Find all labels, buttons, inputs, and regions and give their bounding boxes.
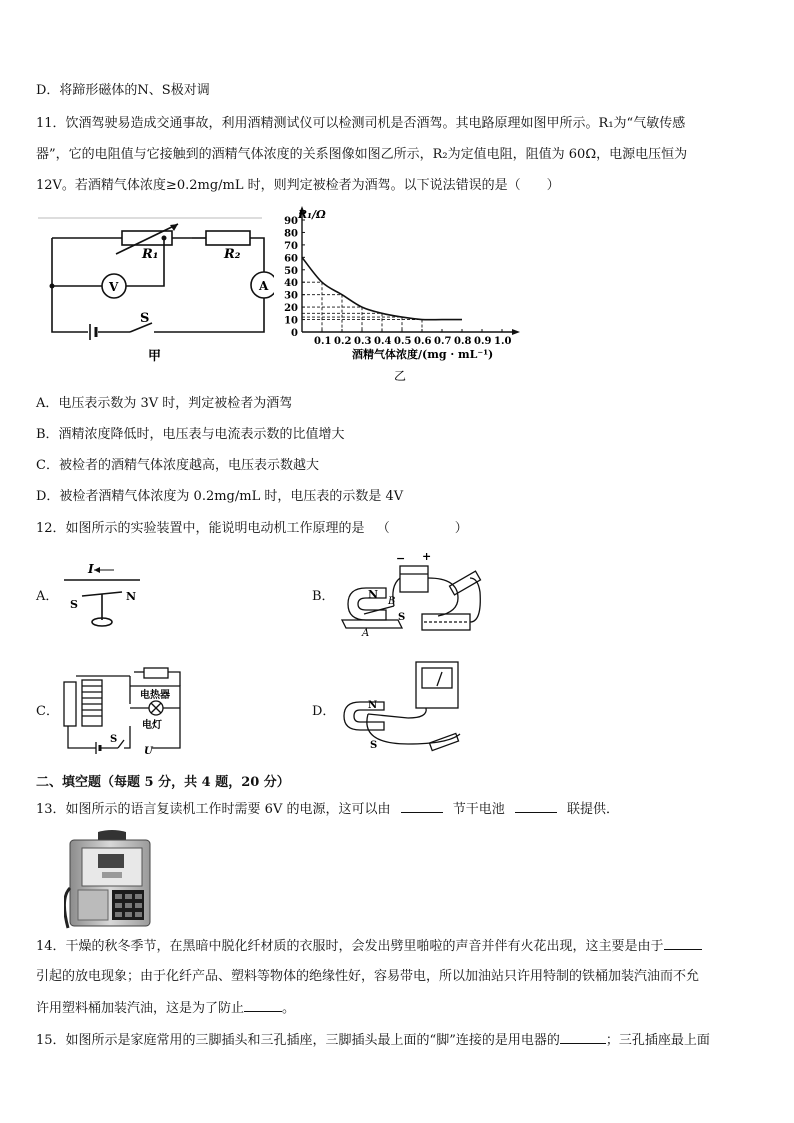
q12-answer-paren: （ ） (376, 521, 468, 536)
q12-option-a-label: A． (36, 589, 59, 604)
magnet-s-label: S (398, 612, 406, 623)
q11-option-b: B．酒精浓度降低时，电压表与电流表示数的比值增大 (36, 427, 345, 442)
r2-label: R₂ (224, 247, 241, 262)
q11-stem-line1: 11．饮酒驾驶易造成交通事故，利用酒精测试仪可以检测司机是否酒驾。其电路原理如图甲所示。R₁为“气敏传感 (36, 116, 686, 131)
chart-x-tick-label: 0.3 (354, 336, 372, 347)
q15-text-a: 15．如图所示是家庭常用的三脚插头和三孔插座，三脚插头最上面的“脚”连接的是用电器的 (36, 1033, 560, 1048)
chart-x-tick-label: 0.4 (374, 336, 392, 347)
q11-resistance-graph (268, 204, 538, 384)
chart-y-tick-label: 90 (284, 216, 298, 227)
chart-x-tick-label: 0.1 (314, 336, 332, 347)
magnet-n-label: N (368, 588, 379, 601)
compass-n-label: N (126, 590, 137, 603)
chart-x-tick-label: 1.0 (494, 336, 512, 347)
battery-plus-label: + (422, 550, 432, 563)
q13-repeater-device-image (64, 828, 156, 930)
q15-text-b: ；三孔插座最上面 (605, 1033, 710, 1048)
circuit-caption: 甲 (148, 349, 162, 364)
chart-series-line (302, 257, 462, 319)
chart-y-tick-label: 60 (284, 253, 298, 265)
chart-y-tick-label: 70 (284, 240, 298, 252)
chart-x-tick-label: 0.9 (474, 336, 492, 347)
switch-label: S (140, 311, 150, 326)
q12-stem-text: 12．如图所示的实验装置中，能说明电动机工作原理的是 (36, 521, 365, 536)
q13-blank-1[interactable] (401, 800, 443, 813)
lamp-label: 电灯 (142, 720, 162, 731)
chart-y-tick-label: 30 (284, 290, 298, 302)
compass-s-label: S (70, 598, 78, 611)
chart-y-tick-label: 0 (291, 328, 298, 339)
source-u-label: U (144, 746, 153, 756)
battery-minus-label: − (396, 552, 406, 565)
switch-icon (450, 571, 481, 595)
horseshoe-magnet-icon (344, 702, 384, 730)
q15-blank-1[interactable] (560, 1031, 606, 1044)
q14-blank-2[interactable] (244, 999, 282, 1012)
q13-text-a: 13．如图所示的语言复读机工作时需要 6V 的电源，这可以由 (36, 802, 391, 817)
q11-circuit-diagram (34, 210, 274, 370)
battery-icon (400, 566, 428, 592)
heater-icon (144, 668, 168, 678)
q13-blank-2[interactable] (515, 800, 557, 813)
chart-x-arrow (512, 329, 520, 335)
q13-text-c: 联提供． (567, 802, 620, 817)
q14-blank-1[interactable] (664, 937, 702, 950)
chart-y-axis-label: R₁/Ω (298, 208, 326, 221)
chart-y-tick-label: 40 (284, 278, 298, 290)
rod-a-label: A (362, 628, 370, 639)
q12-option-a-figure (60, 558, 150, 638)
chart-y-tick-label: 10 (284, 315, 298, 327)
q11-stem-line3: 12V。若酒精气体浓度≥0.2mg/mL 时，则判定被检者为酒驾。以下说法错误的是（ ） (36, 178, 560, 193)
q13-stem (36, 800, 619, 819)
chart-y-tick-label: 80 (284, 228, 298, 240)
q12-option-b-figure (338, 548, 498, 640)
q12-option-c-label: C． (36, 704, 59, 719)
q14-line1 (36, 937, 702, 956)
q14-line2: 引起的放电现象；由于化纤产品、塑料等物体的绝缘性好，容易带电，所以加油站只许用特制的铁桶加装汽油而不允 (36, 969, 700, 984)
switch-s-label: S (110, 734, 118, 745)
magnet-s-label: S (370, 740, 378, 751)
rod-b-label: B (388, 596, 396, 607)
q14-text-3b: 。 (282, 1001, 296, 1016)
q11-option-a: A．电压表示数为 3V 时，判定被检者为酒驾 (36, 396, 293, 411)
q12-option-d-label: D． (312, 704, 336, 719)
heater-label: 电热器 (140, 690, 170, 701)
q14-line3 (36, 999, 295, 1018)
rail-base (342, 620, 402, 628)
q11-option-d: D．被检者酒精气体浓度为 0.2mg/mL 时，电压表的示数是 4V (36, 489, 404, 504)
chart-x-tick-label: 0.6 (414, 336, 432, 347)
q14-text-3: 许用塑料桶加装汽油，这是为了防止 (36, 1001, 245, 1016)
q11-stem-line2: 器”，它的电阻值与它接触到的酒精气体浓度的关系图像如图乙所示，R₂为定值电阻，阻值为 60Ω，电源电压恒为 (36, 147, 688, 162)
chart-y-tick-label: 20 (284, 303, 298, 315)
switch-icon (429, 733, 458, 750)
section-title: 二、填空题（每题 5 分，共 4 题，20 分） (36, 775, 290, 790)
chart-x-tick-label: 0.5 (394, 336, 412, 347)
horseshoe-magnet-icon (348, 588, 386, 620)
chart-caption: 乙 (394, 369, 407, 383)
q14-text-1: 14．干燥的秋冬季节，在黑暗中脱化纤材质的衣服时，会发出劈里啪啦的声音并伴有火花出现，这主要是由于 (36, 939, 664, 954)
chart-y-tick-label: 50 (284, 265, 298, 277)
r1-label: R₁ (142, 247, 159, 262)
chart-x-axis-label: 酒精气体浓度/(mg · mL⁻¹) (352, 348, 494, 361)
current-label: I (88, 562, 94, 576)
magnet-n-label: N (368, 700, 378, 711)
r2-resistor (206, 231, 250, 245)
q10-option-d: D．将蹄形磁体的N、S极对调 (36, 83, 210, 98)
chart-x-tick-label: 0.2 (334, 336, 352, 347)
ammeter-label: A (259, 279, 269, 293)
speaker-grille (78, 890, 108, 920)
chart-x-tick-label: 0.8 (454, 336, 472, 347)
q12-option-b-label: B． (312, 589, 335, 604)
q12-option-d-figure (338, 658, 468, 758)
q12-option-c-figure (60, 664, 190, 756)
q13-text-b: 节干电池 (452, 802, 505, 817)
electromagnet-coil-icon (82, 680, 102, 726)
chart-x-tick-label: 0.7 (434, 336, 452, 347)
q12-stem (36, 520, 468, 538)
q11-option-c: C．被检者的酒精气体浓度越高，电压表示数越大 (36, 458, 319, 473)
voltmeter-label: V (109, 280, 119, 294)
compass-needle-icon (82, 592, 122, 626)
q15-line1 (36, 1031, 710, 1050)
